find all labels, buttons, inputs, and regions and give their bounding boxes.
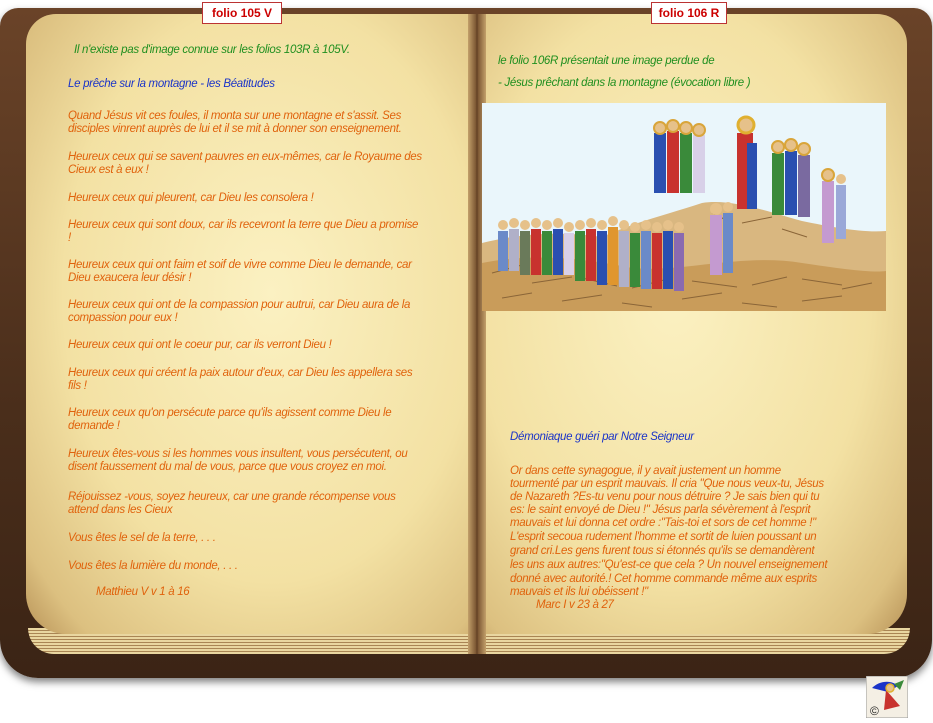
right-title: Démoniaque guéri par Notre Seigneur <box>510 431 694 443</box>
left-p1a: Quand Jésus vit ces foules, il monta sur une montagne et s'assit. Ses <box>68 110 402 122</box>
left-p5a: Heureux ceux qui ont faim et soif de vivre comme Dieu le demande, car <box>68 259 412 271</box>
left-p12: Vous êtes le sel de la terre, . . . <box>68 532 216 544</box>
left-p6a: Heureux ceux qui ont de la compassion pour autrui, car Dieu aura de la <box>68 299 411 311</box>
folio-right-label: folio 106 R <box>651 2 727 24</box>
illustration-drawing <box>482 103 886 311</box>
right-line-1: Or dans cette synagogue, il y avait justement un homme <box>510 465 781 477</box>
right-line-8: les uns aux autres:"Qu'est-ce que cela ? Un nouvel enseignement <box>510 559 828 571</box>
left-p6b: compassion pour eux ! <box>68 312 178 324</box>
sermon-on-the-mount-illustration <box>482 103 886 311</box>
copyright-symbol: © <box>870 704 879 718</box>
left-p11b: attend dans les Cieux <box>68 504 173 516</box>
left-reference: Matthieu V v 1 à 16 <box>96 586 190 598</box>
left-p10b: disent faussement du mal de vous, parce que vous croyez en moi. <box>68 461 387 473</box>
left-p2b: Cieux est à eux ! <box>68 164 149 176</box>
right-line-3: de Nazareth ?Es-tu venu pour nous détruire ? Je sais bien qui tu <box>510 491 820 503</box>
left-p2a: Heureux ceux qui se savent pauvres en eux-mêmes, car le Royaume des <box>68 151 422 163</box>
left-p3: Heureux ceux qui pleurent, car Dieu les consolera ! <box>68 192 314 204</box>
right-line-5: mauvais et lui donna cet ordre :"Tais-toi et sors de cet homme !" <box>510 517 816 529</box>
right-line-6: L'esprit secoua rudement l'homme et sortit de luien poussant un <box>510 531 817 543</box>
copyright-logo[interactable] <box>866 676 908 718</box>
right-line-7: grand cri.Les gens furent tous si étonnés qu'ils se demandèrent <box>510 545 815 557</box>
right-intro-1: le folio 106R présentait une image perdue de <box>498 55 715 67</box>
angel-logo-icon <box>866 676 908 718</box>
right-line-9: donné avec autorité.! Cet homme commande même aux esprits <box>510 573 817 585</box>
left-title: Le prêche sur la montagne - les Béatitudes <box>68 78 275 90</box>
left-p5b: Dieu exaucera leur désir ! <box>68 272 192 284</box>
right-intro-2: - Jésus prêchant dans la montagne (évocation libre ) <box>498 77 751 89</box>
left-p9a: Heureux ceux qu'on persécute parce qu'ils agissent comme Dieu le <box>68 407 392 419</box>
right-line-4: es: le saint envoyé de Dieu !" Jésus parla sévèrement à l'esprit <box>510 504 811 516</box>
left-p8b: fils ! <box>68 380 87 392</box>
left-p8a: Heureux ceux qui créent la paix autour d'eux, car Dieu les appellera ses <box>68 367 413 379</box>
left-p10a: Heureux êtes-vous si les hommes vous insultent, vous persécutent, ou <box>68 448 408 460</box>
right-line-2: tourmenté par un esprit mauvais. Il cria "Que nous veux-tu, Jésus <box>510 478 824 490</box>
left-intro: Il n'existe pas d'image connue sur les folios 103R à 105V. <box>74 44 350 56</box>
left-p7: Heureux ceux qui ont le coeur pur, car ils verront Dieu ! <box>68 339 332 351</box>
left-p1b: disciples vinrent auprès de lui et il se mit à donner son enseignement. <box>68 123 402 135</box>
folio-left-label: folio 105 V <box>202 2 282 24</box>
right-line-10: mauvais et ils lui obéissent !" <box>510 586 648 598</box>
left-p4b: ! <box>68 232 71 244</box>
left-p11a: Réjouissez -vous, soyez heureux, car une grande récompense vous <box>68 491 396 503</box>
left-p4a: Heureux ceux qui sont doux, car ils recevront la terre que Dieu a promise <box>68 219 419 231</box>
left-p13: Vous êtes la lumière du monde, . . . <box>68 560 238 572</box>
left-p9b: demande ! <box>68 420 120 432</box>
right-reference: Marc I v 23 à 27 <box>536 599 614 611</box>
